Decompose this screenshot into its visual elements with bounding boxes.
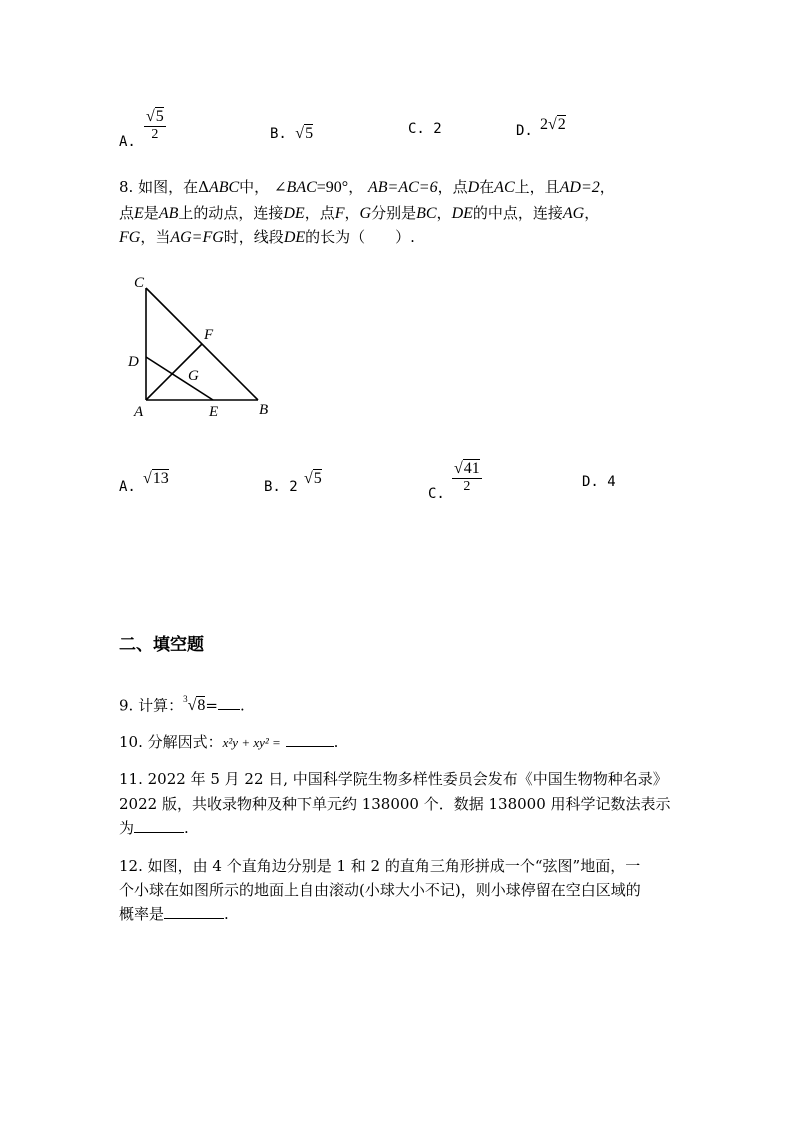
label-f: F <box>204 327 214 343</box>
answer-blank[interactable] <box>286 746 334 747</box>
coefficient: 2 <box>540 116 548 133</box>
q11-line-1: 11. 2022 年 5 月 22 日, 中国科学院生物多样性委员会发布《中国生物物种名录》 <box>119 770 668 788</box>
option-label: B. <box>270 126 287 142</box>
q8-triangle-figure <box>120 268 290 428</box>
q8-option-b-value: √5 <box>304 470 322 487</box>
q9-line: 9. 计算：$^3$√8= . <box>119 694 245 715</box>
q8-option-a-value: √13 <box>143 470 169 487</box>
label-e: E <box>209 404 219 420</box>
segment-de <box>146 357 213 400</box>
sqrt-expression: √5 <box>295 125 314 142</box>
q12-line-2: 个小球在如图所示的地面上自由滚动(小球大小不记)，则小球停留在空白区域的 <box>119 881 641 899</box>
option-value: 2 <box>433 121 442 137</box>
label-c: C <box>134 275 145 291</box>
section-title: 二、填空题 <box>119 635 204 655</box>
math-expression: x²y + xy² = <box>222 735 281 750</box>
q8-option-a-label: A. <box>119 479 136 495</box>
q12-line-3: 概率是 . <box>119 905 229 923</box>
label-a: A <box>134 404 144 420</box>
q7-option-a-fraction <box>144 106 166 143</box>
option-label: A. <box>119 134 136 150</box>
q7-option-d <box>516 123 533 139</box>
q7-option-b <box>270 125 313 143</box>
fraction-numerator: √5 <box>146 108 164 125</box>
q11-line-2: 2022 版，共收录物种及种下单元约 138000 个．数据 138000 用科学记数法表示 <box>119 795 671 813</box>
q8-line-2: 点E是AB上的动点，连接DE，点F，G分别是BC，DE的中点，连接AG， <box>119 204 600 222</box>
radicand: 5 <box>155 108 164 125</box>
q11-line-3: 为 . <box>119 819 189 837</box>
q8-line-3: FG，当AG=FG时，线段DE的长为（ ）. <box>119 228 415 246</box>
label-g: G <box>188 368 199 384</box>
q10-line: 10. 分解因式：x²y + xy² = . <box>119 733 339 751</box>
fraction-denominator: 2 <box>151 127 159 142</box>
radicand: 2 <box>557 116 566 133</box>
q7-option-d-value: 2√2 <box>540 116 566 133</box>
answer-blank[interactable] <box>134 832 184 833</box>
answer-blank[interactable] <box>218 709 240 710</box>
option-label: D. <box>516 123 533 139</box>
option-label: C. <box>408 121 425 137</box>
q8-option-c-value: $\frac{√41}{2}$ <box>454 460 480 494</box>
label-b: B <box>259 402 269 418</box>
root-index: 3 <box>183 694 188 704</box>
label-d: D <box>128 354 139 370</box>
q7-option-a <box>119 134 136 150</box>
radicand: 5 <box>305 125 314 142</box>
q7-option-c <box>408 121 442 137</box>
q8-option-b-label: B. 2 <box>264 479 298 495</box>
q8-line-1: 8. 如图，在ΔABC中， ∠BAC=90°， AB=AC=6，点D在AC上，且AD=2， <box>119 178 615 196</box>
q12-line-1: 12. 如图，由 4 个直角边分别是 1 和 2 的直角三角形拼成一个“弦图”地面，一 <box>119 857 641 875</box>
q8-option-d: D. 4 <box>582 474 616 490</box>
q8-option-c-label: C. <box>428 486 445 502</box>
answer-blank[interactable] <box>164 918 224 919</box>
